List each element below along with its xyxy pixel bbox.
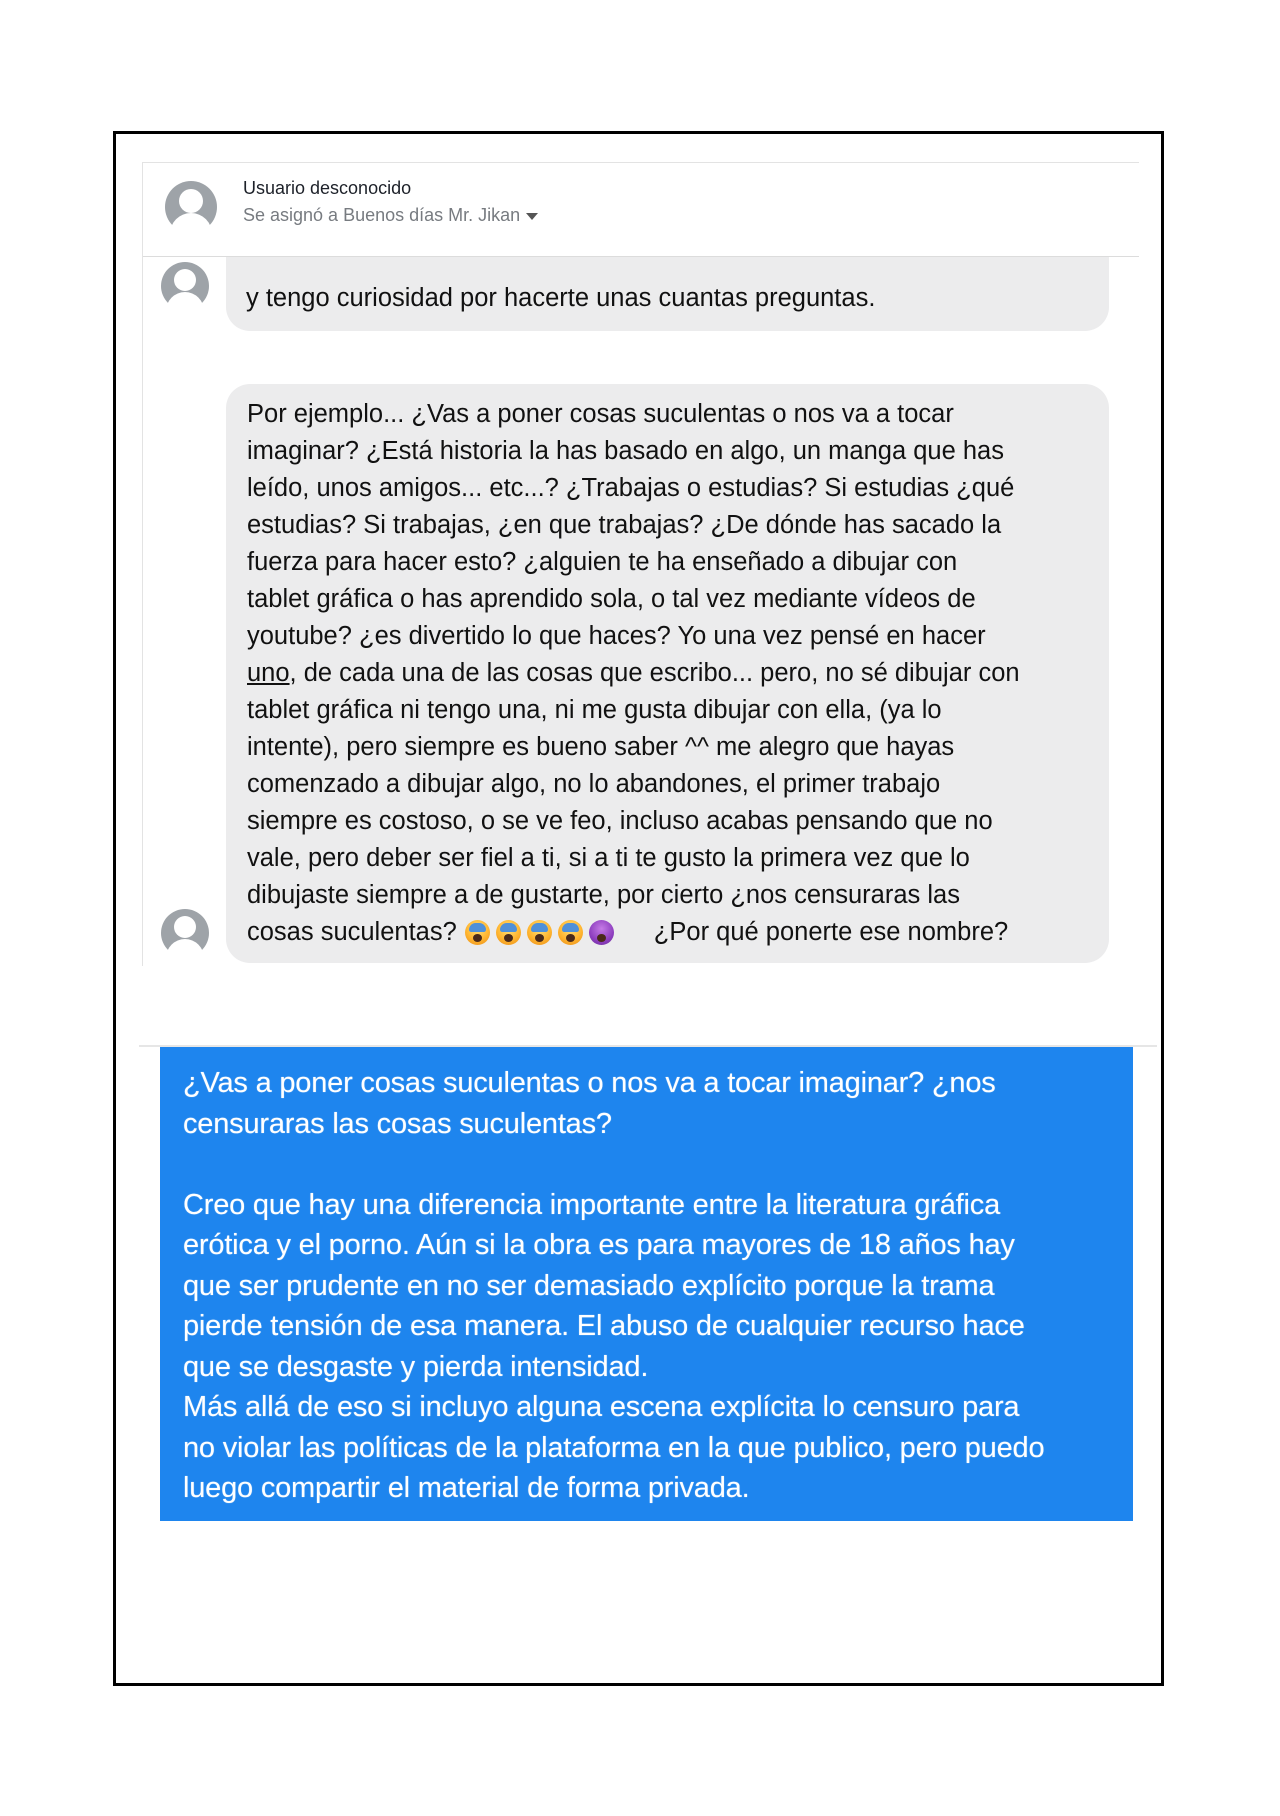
message-line: comenzado a dibujar algo, no lo abandones, el primer trabajo (247, 770, 941, 798)
message-line: vale, pero deber ser fiel a ti, si a ti te gusto la primera vez que lo (247, 844, 970, 872)
message-bubble (226, 384, 1109, 963)
message-line: leído, unos amigos... etc...? ¿Trabajas o estudias? Si estudias ¿qué (247, 474, 1015, 502)
message-line: tablet gráfica ni tengo una, ni me gusta dibujar con ella, (ya lo (247, 696, 942, 724)
reply-line: erótica y el porno. Aún si la obra es para mayores de 18 años hay (183, 1229, 1015, 1261)
reply-line: pierde tensión de esa manera. El abuso de cualquier recurso hace (183, 1310, 1025, 1342)
message-line: tablet gráfica o has aprendido sola, o tal vez mediante vídeos de (247, 585, 976, 613)
scream-emoji-icon (558, 920, 583, 945)
reply-text (183, 1063, 1113, 1509)
user-avatar-icon[interactable] (165, 181, 217, 233)
assignment-status[interactable] (243, 205, 538, 226)
message-line: Por ejemplo... ¿Vas a poner cosas suculentas o nos va a tocar (247, 400, 954, 428)
scream-emoji-icon (496, 920, 521, 945)
emoji-group (465, 915, 620, 952)
chat-screenshot (142, 162, 1139, 966)
message-line: imaginar? ¿Está historia la has basado en algo, un manga que has (247, 437, 1004, 465)
reply-line: luego compartir el material de forma privada. (183, 1472, 750, 1504)
message-text: y tengo curiosidad por hacerte unas cuantas preguntas. (246, 284, 876, 312)
reply-line: que se desgaste y pierda intensidad. (183, 1350, 649, 1383)
reply-line: que ser prudente en no ser demasiado explícito porque la trama (183, 1269, 995, 1302)
reply-line: censuraras las cosas suculentas? (183, 1107, 612, 1140)
underlined-word: uno (247, 659, 290, 687)
message-line: intente), pero siempre es bueno saber ^^ me alegro que hayas (247, 733, 955, 761)
reply-line: ¿Vas a poner cosas suculentas o nos va a tocar imaginar? ¿nos (183, 1067, 996, 1099)
assignment-label: Se asignó a Buenos días Mr. Jikan (243, 205, 521, 225)
reply-line: Más allá de eso si incluyo alguna escena explícita lo censuro para (183, 1391, 1020, 1423)
reply-panel (160, 1047, 1133, 1521)
sender-avatar-icon (161, 262, 209, 310)
reply-line: Creo que hay una diferencia importante entre la literatura gráfica (183, 1188, 1000, 1221)
message-last-line (247, 914, 1089, 952)
sender-avatar-icon (161, 909, 209, 957)
conversation-header (143, 163, 1139, 257)
message-line: siempre es costoso, o se ve feo, incluso acabas pensando que no (247, 807, 993, 835)
message-line-start: cosas suculentas? (247, 918, 457, 946)
scream-emoji-icon (527, 920, 552, 945)
scream-emoji-icon (465, 920, 490, 945)
message-line-underlined: uno, de cada una de las cosas que escribo... pero, no sé dibujar con (247, 659, 1020, 687)
message-line: dibujaste siempre a de gustarte, por cierto ¿nos censuraras las (247, 881, 960, 909)
message-line: estudias? Si trabajas, ¿en que trabajas? ¿De dónde has sacado la (247, 511, 1002, 539)
purple-face-emoji-icon (589, 920, 614, 945)
chevron-down-icon[interactable] (526, 213, 538, 220)
message-line: fuerza para hacer esto? ¿alguien te ha enseñado a dibujar con (247, 548, 958, 576)
reply-line: no violar las políticas de la plataforma en la que publico, pero puedo (183, 1431, 1045, 1464)
contact-name[interactable]: Usuario desconocido (243, 178, 412, 198)
message-line-end: ¿Por qué ponerte ese nombre? (653, 918, 1009, 946)
paragraph-gap (183, 1144, 1113, 1185)
message-line: youtube? ¿es divertido lo que haces? Yo una vez pensé en hacer (247, 622, 986, 650)
